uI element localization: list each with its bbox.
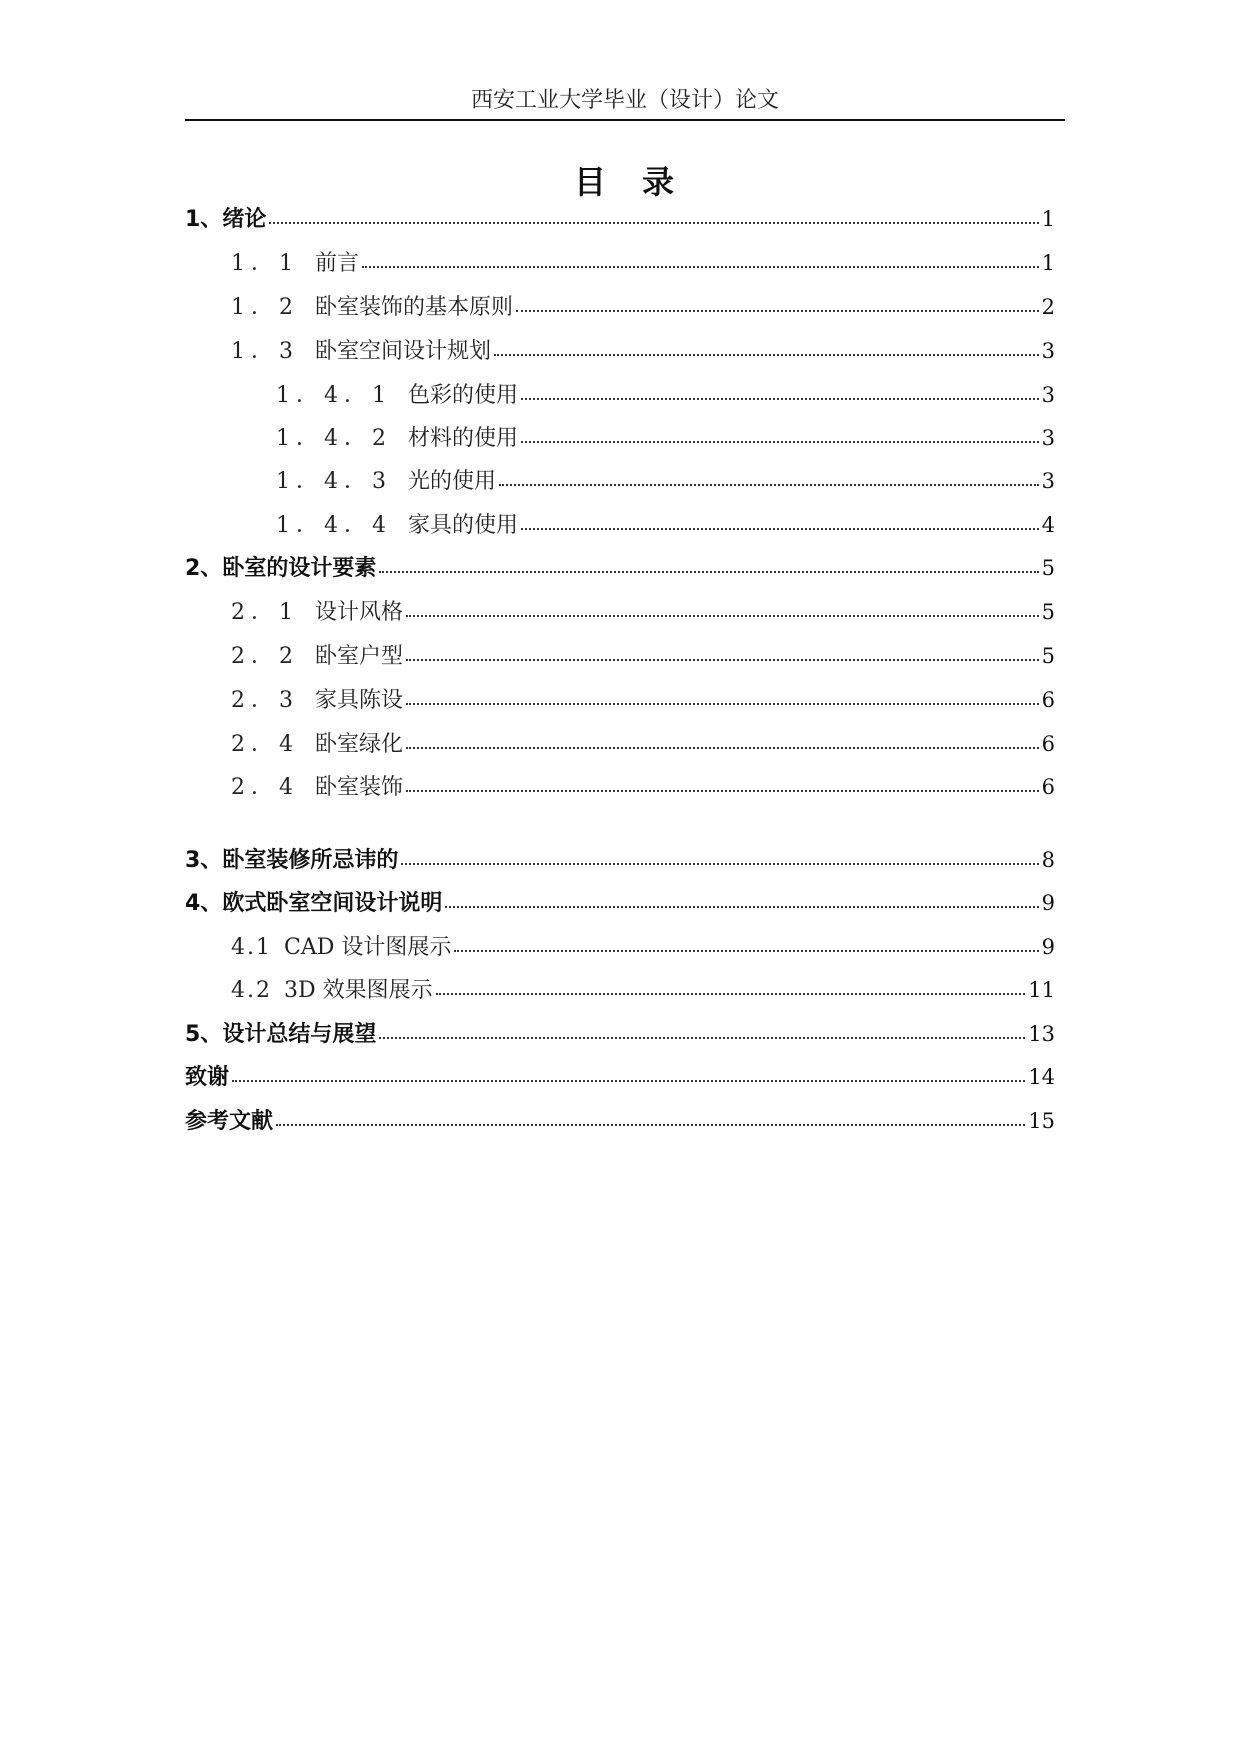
toc-label: 卧室装修所忌讳的 xyxy=(222,848,399,873)
toc-entry[interactable] xyxy=(231,246,1055,280)
toc-page-number: 3 xyxy=(1041,469,1055,493)
toc-entry[interactable] xyxy=(276,508,1055,542)
toc-label: 绪论 xyxy=(222,207,267,232)
toc-page-number: 5 xyxy=(1041,556,1055,580)
toc-page-number: 5 xyxy=(1041,644,1055,668)
toc-number: 2．1 xyxy=(231,600,299,625)
toc-page-number: 9 xyxy=(1041,891,1055,915)
toc-entry[interactable] xyxy=(231,683,1055,717)
toc-entry[interactable] xyxy=(231,727,1055,761)
toc-entry[interactable] xyxy=(185,1060,1055,1094)
toc-number: 1．2 xyxy=(231,295,299,320)
toc-page-number: 3 xyxy=(1041,383,1055,407)
toc-entry[interactable] xyxy=(231,930,1055,964)
dot-leader xyxy=(406,615,1039,617)
page-title: 目 录 xyxy=(573,163,676,201)
toc-page-number: 14 xyxy=(1028,1065,1055,1089)
dot-leader xyxy=(379,1037,1025,1039)
toc-page-number: 5 xyxy=(1041,600,1055,624)
toc-label: CAD 设计图展示 xyxy=(284,935,452,960)
dot-leader xyxy=(436,993,1026,995)
dot-leader xyxy=(269,222,1038,224)
toc-label: 材料的使用 xyxy=(408,426,519,451)
toc-label: 家具的使用 xyxy=(408,513,519,538)
toc-number: 1．1 xyxy=(231,251,299,276)
toc-page-number: 4 xyxy=(1041,513,1055,537)
dot-leader xyxy=(445,906,1038,908)
toc-page-number: 1 xyxy=(1041,207,1055,231)
toc-label: 卧室户型 xyxy=(315,644,404,669)
toc-number: 2．2 xyxy=(231,644,299,669)
toc-number: 1．3 xyxy=(231,339,299,364)
dot-leader xyxy=(516,310,1039,312)
toc-page-number: 13 xyxy=(1028,1022,1055,1046)
toc-entry[interactable] xyxy=(231,770,1055,804)
toc-label: 设计总结与展望 xyxy=(222,1022,377,1047)
toc-label: 色彩的使用 xyxy=(408,383,519,408)
toc-entry[interactable] xyxy=(231,334,1055,368)
dot-leader xyxy=(232,1080,1025,1082)
toc-entry[interactable] xyxy=(185,843,1055,877)
dot-leader xyxy=(406,790,1039,792)
toc-page-number: 15 xyxy=(1028,1109,1055,1133)
toc-number: 4.1 xyxy=(231,935,272,960)
toc-entry[interactable] xyxy=(185,886,1055,920)
toc-number: 5、 xyxy=(185,1022,223,1047)
toc-label: 设计风格 xyxy=(315,600,404,625)
toc-page-number: 1 xyxy=(1041,251,1055,275)
toc-number: 4.2 xyxy=(231,978,272,1003)
toc-page-number: 8 xyxy=(1041,848,1055,872)
toc-number: 1．4．3 xyxy=(276,469,392,494)
running-header: 西安工业大学毕业（设计）论文 xyxy=(470,88,779,113)
toc-entry[interactable] xyxy=(231,973,1055,1007)
toc-number: 2、 xyxy=(185,556,223,581)
toc-entry[interactable] xyxy=(185,202,1055,236)
header-rule xyxy=(185,119,1065,121)
dot-leader xyxy=(454,950,1038,952)
dot-leader xyxy=(521,398,1039,400)
toc-page-number: 9 xyxy=(1041,935,1055,959)
dot-leader xyxy=(406,659,1039,661)
toc-entry[interactable] xyxy=(276,464,1055,498)
toc-page-number: 3 xyxy=(1041,426,1055,450)
toc-label: 卧室绿化 xyxy=(315,732,404,757)
dot-leader xyxy=(401,863,1038,865)
toc-entry[interactable] xyxy=(276,378,1055,412)
toc-entry[interactable] xyxy=(185,1017,1055,1051)
toc-page-number: 11 xyxy=(1028,978,1055,1002)
toc-label: 参考文献 xyxy=(185,1109,274,1134)
toc-entry[interactable] xyxy=(185,551,1055,585)
toc-label: 光的使用 xyxy=(408,469,497,494)
toc-page-number: 6 xyxy=(1041,688,1055,712)
toc-entry[interactable] xyxy=(185,1104,1055,1138)
toc-label: 卧室装饰 xyxy=(315,775,404,800)
dot-leader xyxy=(499,484,1039,486)
toc-number: 1．4．2 xyxy=(276,426,392,451)
toc-page-number: 6 xyxy=(1041,732,1055,756)
toc-number: 2．4 xyxy=(231,732,299,757)
dot-leader xyxy=(362,266,1039,268)
toc-label: 欧式卧室空间设计说明 xyxy=(222,891,443,916)
toc-label: 卧室装饰的基本原则 xyxy=(315,295,514,320)
toc-number: 4、 xyxy=(185,891,223,916)
toc-number: 1、 xyxy=(185,207,223,232)
toc-number: 2．3 xyxy=(231,688,299,713)
dot-leader xyxy=(494,354,1039,356)
toc-entry[interactable] xyxy=(231,595,1055,629)
toc-page-number: 3 xyxy=(1041,339,1055,363)
dot-leader xyxy=(521,528,1039,530)
toc-number: 1．4．4 xyxy=(276,513,392,538)
toc-label: 家具陈设 xyxy=(315,688,404,713)
toc-entry[interactable] xyxy=(231,290,1055,324)
toc-label: 致谢 xyxy=(185,1065,230,1090)
dot-leader xyxy=(406,703,1039,705)
dot-leader xyxy=(521,441,1039,443)
dot-leader xyxy=(379,571,1038,573)
toc-page-number: 6 xyxy=(1041,775,1055,799)
toc-number: 1．4．1 xyxy=(276,383,392,408)
dot-leader xyxy=(406,747,1039,749)
toc-label: 前言 xyxy=(315,251,360,276)
toc-label: 卧室的设计要素 xyxy=(222,556,377,581)
toc-number: 2．4 xyxy=(231,775,299,800)
toc-entry[interactable] xyxy=(231,639,1055,673)
toc-page-number: 2 xyxy=(1041,295,1055,319)
toc-label: 卧室空间设计规划 xyxy=(315,339,492,364)
toc-entry[interactable] xyxy=(276,421,1055,455)
toc-number: 3、 xyxy=(185,848,223,873)
dot-leader xyxy=(276,1124,1025,1126)
toc-label: 3D 效果图展示 xyxy=(284,978,433,1003)
